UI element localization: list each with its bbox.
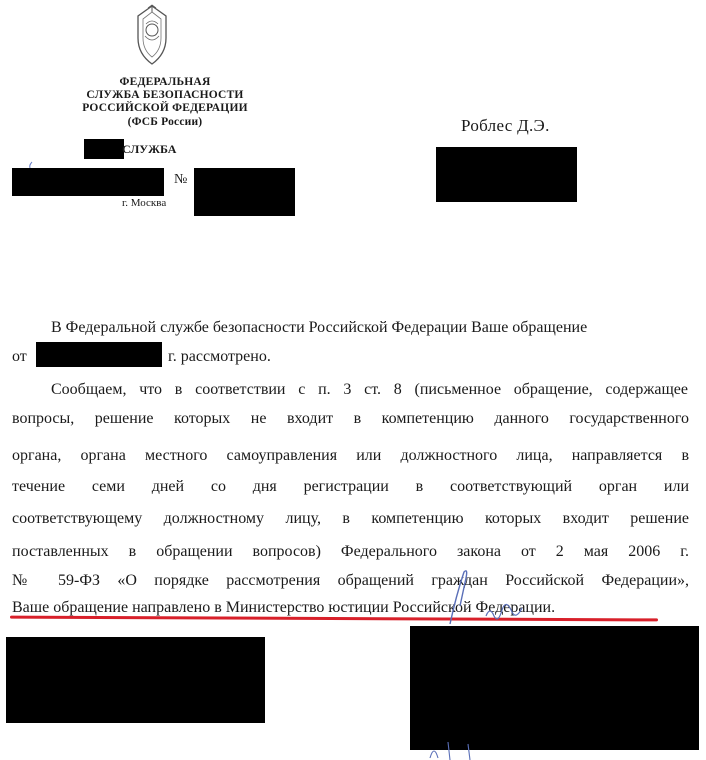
- body-paragraph-1-date-prefix: от: [12, 348, 27, 365]
- city-label: г. Москва: [122, 197, 167, 209]
- body-paragraph-2-line: соответствующему должностному лицу, в компетенцию которых входит решение: [12, 510, 689, 527]
- redaction-block: [36, 342, 162, 367]
- body-paragraph-1-line-1: В Федеральной службе безопасности Российской Федерации Ваше обращение: [51, 319, 588, 336]
- number-sign: №: [174, 172, 188, 187]
- body-paragraph-1-date-suffix: г. рассмотрено.: [168, 348, 271, 365]
- agency-name-line-4: (ФСБ России): [127, 116, 203, 128]
- agency-name-line-3: РОССИЙСКОЙ ФЕДЕРАЦИИ: [82, 102, 248, 114]
- department-label: СЛУЖБА: [122, 142, 177, 156]
- recipient-name: Роблес Д.Э.: [461, 116, 550, 135]
- body-paragraph-2-line: поставленных в обращении вопросов) Федерального закона от 2 мая 2006 г.: [12, 543, 689, 560]
- body-paragraph-2-conclusion: Ваше обращение направлено в Министерство юстиции Российской Федерации.: [12, 599, 556, 616]
- handwritten-mark-icon: [446, 566, 526, 626]
- body-paragraph-2-line: № 59-ФЗ «О порядке рассмотрения обращений граждан Российской Федерации»,: [12, 572, 689, 589]
- body-paragraph-2-line: органа, органа местного самоуправления или должностного лица, направляется в: [12, 447, 689, 464]
- signature-mark-icon: [428, 740, 478, 760]
- body-paragraph-2-line: вопросы, решение которых не входит в компетенцию данного государственного: [12, 410, 689, 427]
- body-paragraph-2-line: течение семи дней со дня регистрации в соответствующий орган или: [12, 478, 689, 495]
- agency-name-line-1: ФЕДЕРАЛЬНАЯ: [119, 76, 211, 88]
- redaction-block: [436, 147, 577, 202]
- redaction-block: [410, 626, 699, 750]
- agency-name-line-2: СЛУЖБА БЕЗОПАСНОСТИ: [86, 89, 244, 101]
- redaction-block: [84, 139, 124, 159]
- body-paragraph-2-line: Сообщаем, что в соответствии с п. 3 ст. 8 (письменное обращение, содержащее: [51, 381, 688, 398]
- fsb-emblem-icon: [132, 4, 172, 66]
- red-underline: [10, 616, 658, 622]
- redaction-block: [6, 637, 265, 723]
- redaction-block: [194, 168, 295, 216]
- redaction-block: [12, 168, 164, 196]
